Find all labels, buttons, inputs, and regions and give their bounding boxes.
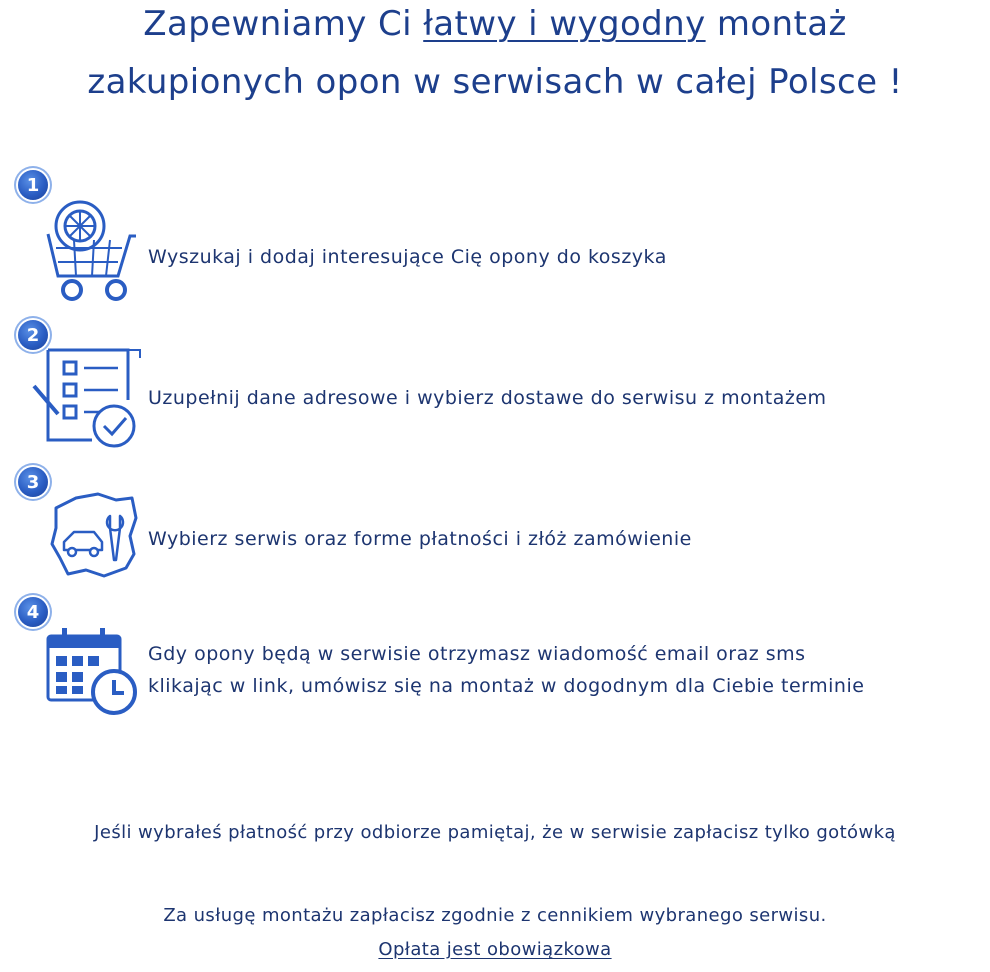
calendar-clock-icon — [44, 626, 140, 718]
headline-underlined-text: łatwy i wygodny — [423, 4, 706, 44]
step-2-text: Uzupełnij dane adresowe i wybierz dostawe do serwisu z montażem — [148, 387, 827, 409]
step-4-text — [148, 638, 864, 702]
mandatory-fee-link[interactable]: Opłata jest obowiązkowa — [378, 939, 612, 960]
headline-text-end: montaż — [705, 4, 847, 44]
step-1-text: Wyszukaj i dodaj interesujące Cię opony do koszyka — [148, 246, 667, 268]
payment-note: Jeśli wybrałeś płatność przy odbiorze pamiętaj, że w serwisie zapłacisz tylko gotówką — [94, 822, 896, 843]
headline-text-start: Zapewniamy Ci — [143, 4, 424, 44]
step-4-text-line-2: klikając w link, umówisz się na montaż w dogodnym dla Ciebie terminie — [148, 675, 865, 697]
headline-line-1 — [0, 4, 990, 44]
poland-map-wrench-icon — [46, 488, 142, 584]
step-2-badge: 2 — [18, 320, 48, 350]
mandatory-fee-link-row — [0, 939, 990, 960]
step-4-badge: 4 — [18, 597, 48, 627]
tire-cart-icon — [44, 196, 140, 306]
checklist-form-icon — [30, 346, 142, 450]
pricing-note: Za usługę montażu zapłacisz zgodnie z cennikiem wybranego serwisu. — [163, 905, 827, 926]
step-3-badge: 3 — [18, 467, 48, 497]
step-3-text: Wybierz serwis oraz forme płatności i złóż zamówienie — [148, 528, 692, 550]
step-4-text-line-1: Gdy opony będą w serwisie otrzymasz wiadomość email oraz sms — [148, 643, 806, 665]
step-1-badge: 1 — [18, 170, 48, 200]
headline-line-2: zakupionych opon w serwisach w całej Polsce ! — [87, 62, 903, 102]
